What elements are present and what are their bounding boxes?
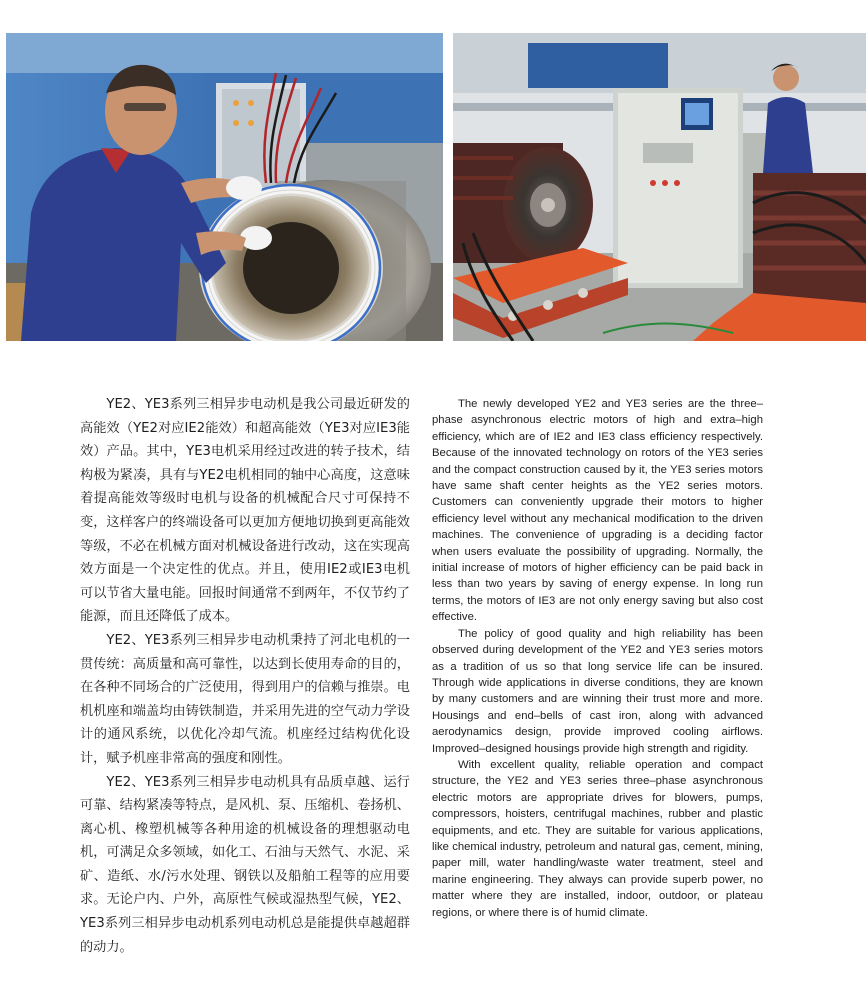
english-column xyxy=(432,396,763,921)
stator-winding-illustration xyxy=(6,33,443,341)
photo-motor-testing xyxy=(453,33,866,341)
chinese-column xyxy=(80,393,410,959)
english-paragraph-3: With excellent quality, reliable operation and compact structure, the YE2 and YE3 series three–phase asynchronous electric motors are appropriate drives for blowers, pumps, compressors, hoisters, centrifugal machines, rubber and plastic equipments, and etc. They are suitable for various applications, like chemical industry, petroleum and natural gas, cement, mining, paper mill, water handling/waste water treatment, steel and marine engineering. They always can provide superb power, no matter where they are installed, indoor, outdoor, or plateau regions, or where there is of humid climate. xyxy=(432,758,763,919)
chinese-paragraph-1: YE2、YE3系列三相异步电动机是我公司最近研发的高能效（YE2对应IE2能效）和超高能效（YE3对应IE3能效）产品。其中，YE3电机采用经过改进的转子技术，结构极为紧凑，具有与YE2电机相同的轴中心高度，这意味着提高能效等级时电机与设备的机械配合尺寸可保持不变，这样客户的终端设备可以更加方便地切换到更高能效等级，不必在机械方面对机械设备进行改动，这在实现高效方面是一个决定性的优点。并且，使用IE2或IE3电机可以节省大量电能。回报时间通常不到两年，不仅节约了能源，而且还降低了成本。 xyxy=(80,397,410,625)
english-paragraph-1: The newly developed YE2 and YE3 series are the three–phase asynchronous electric motors of high and extra–high efficiency, which are of IE2 and IE3 class efficiency respectively. Because of the innovated technology on rotors of the YE3 series and the compact construction caused by it, the YE3 series motors have same shaft center heights as the YE2 series motors. Customers can conveniently upgrade their motors to higher efficiency level without any mechanical modification to the driven machines. The convenience of upgrading is a deciding factor when users evaluate the possibility of upgrading. Normally, the initial increase of motors of higher efficiency can be paid back in less than two years by saving of energy expense. In long run terms, the motors of IE3 are not only energy saving but also cost effective. xyxy=(432,398,763,624)
photo-stator-winding xyxy=(6,33,443,341)
english-paragraph-2: The policy of good quality and high reliability has been observed during development of the YE2 and YE3 series motors as a tradition of us so that long service life can be insured. Through wide applications in diverse conditions, they are known by many customers and are winning their trust more and more. Housings and end–bells of cast iron, along with advanced aerodynamics design, provide improved cooling airflows. Improved–designed housings provide high strength and rigidity. xyxy=(432,627,763,755)
motor-test-illustration xyxy=(453,33,866,341)
chinese-paragraph-3: YE2、YE3系列三相异步电动机具有品质卓越、运行可靠、结构紧凑等特点，是风机、泵、压缩机、卷扬机、离心机、橡塑机械等各种用途的机械设备的理想驱动电机，可满足众多领域，如化工、石油与天然气、水泥、采矿、造纸、水/污水处理、钢铁以及船舶工程等的应用要求。无论户内、户外，高原性气候或湿热型气候，YE2、YE3系列三相异步电动机系列电动机总是能提供卓越超群的动力。 xyxy=(80,774,410,955)
chinese-paragraph-2: YE2、YE3系列三相异步电动机秉持了河北电机的一贯传统：高质量和高可靠性，以达到长使用寿命的目的，在各种不同场合的广泛使用，得到用户的信赖与推崇。电机机座和端盖均由铸铁制造，并采用先进的空气动力学设计的通风系统，以优化冷却气流。机座经过结构优化设计，赋予机座非常高的强度和刚性。 xyxy=(80,632,410,766)
